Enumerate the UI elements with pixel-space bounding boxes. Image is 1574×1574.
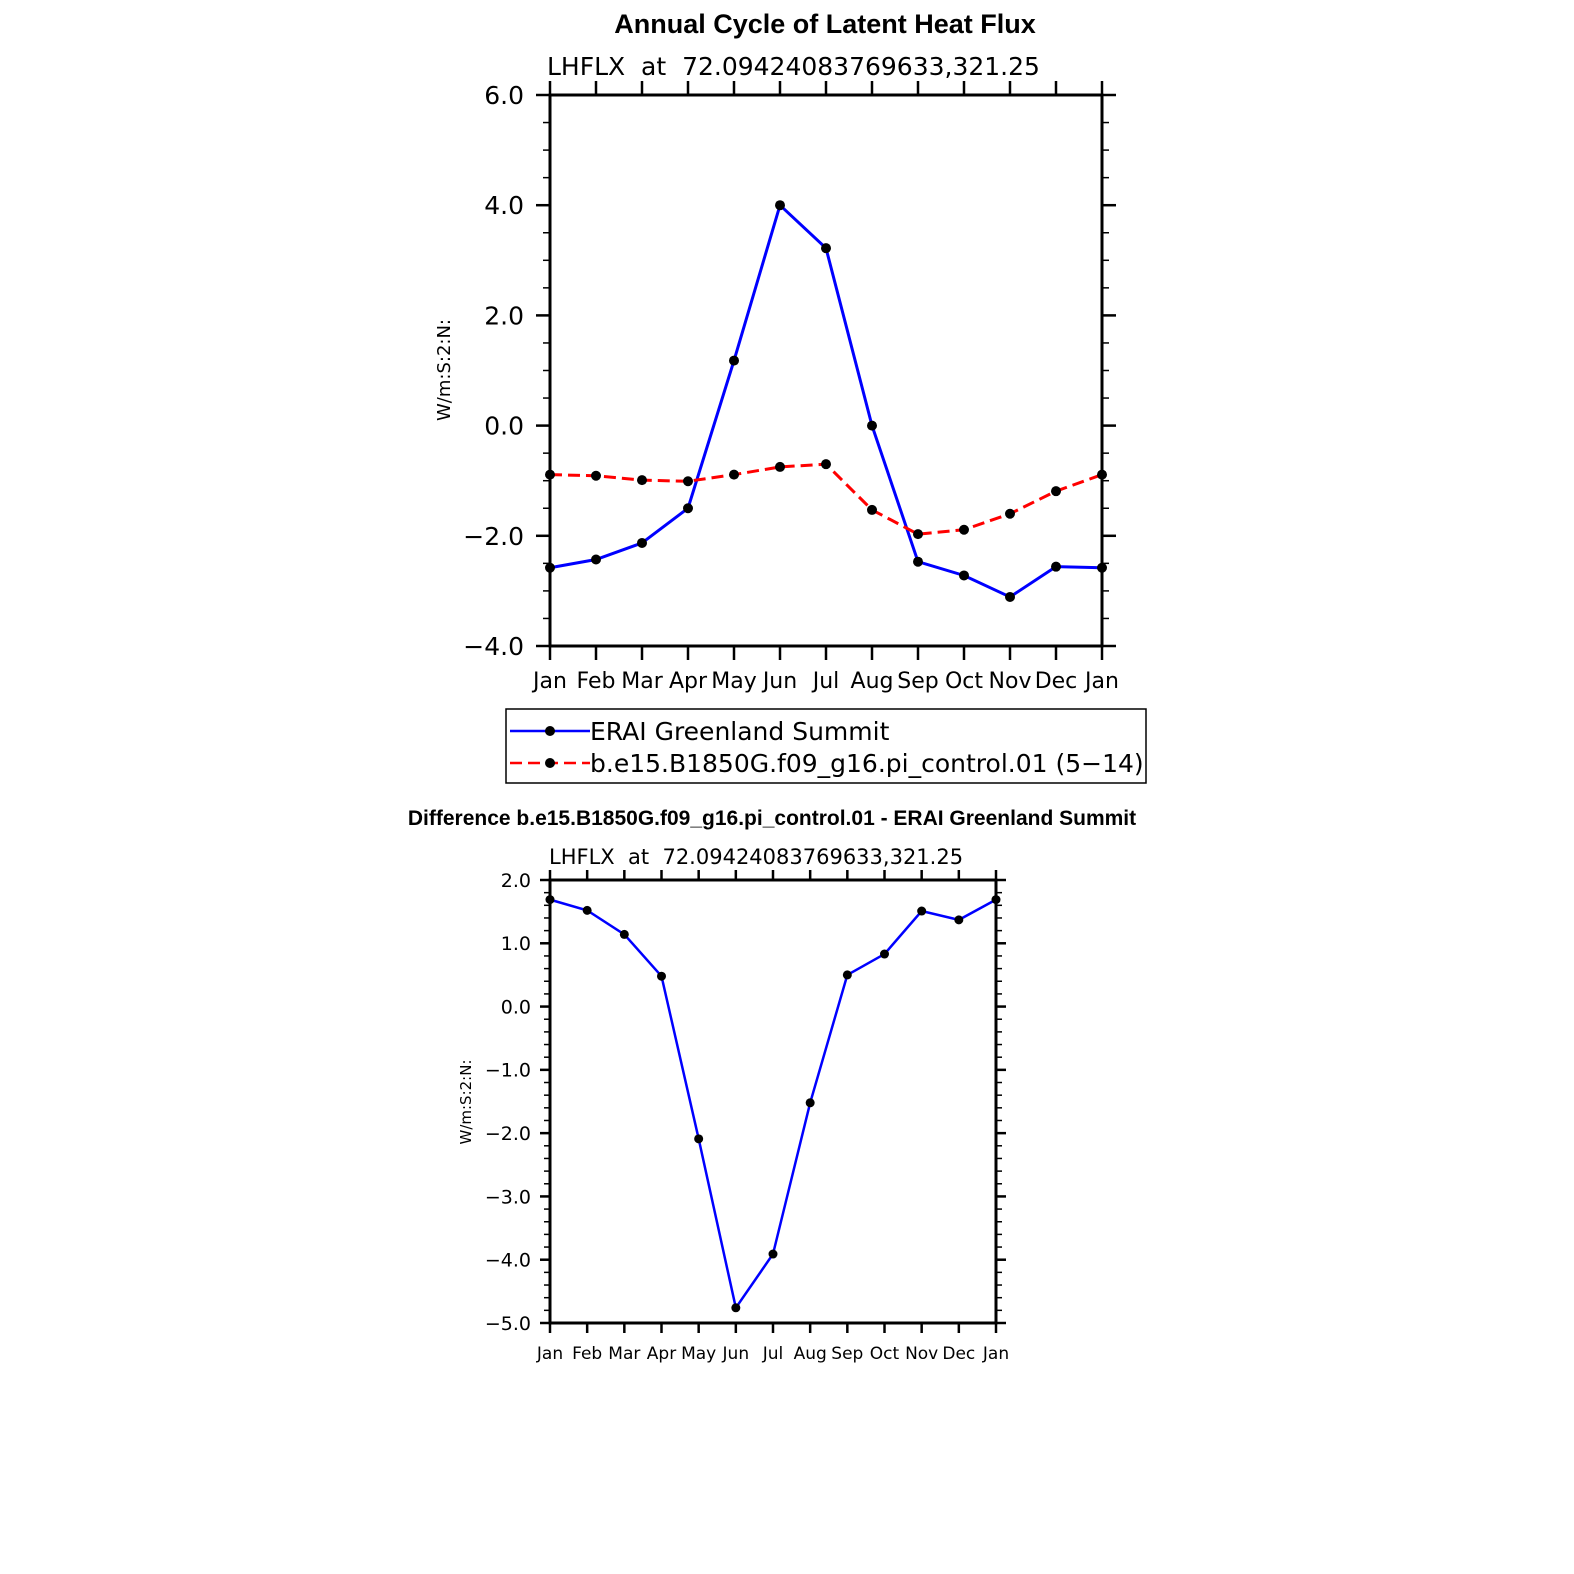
- chart1-plot-area: [545, 200, 1107, 602]
- chart1-frame: [550, 95, 1102, 646]
- data-point: [775, 462, 785, 472]
- chart1-subtitle: LHFLX at 72.09424083769633,321.25: [547, 52, 1040, 81]
- x-tick-label: May: [681, 1344, 717, 1364]
- x-tick-label: Jan: [982, 1344, 1010, 1364]
- data-point: [1005, 509, 1015, 519]
- x-tick-label: Mar: [608, 1344, 641, 1364]
- x-tick-label: Feb: [576, 669, 616, 694]
- x-tick-label: Jun: [722, 1344, 750, 1364]
- data-point: [821, 243, 831, 253]
- data-point: [620, 930, 629, 939]
- data-point: [583, 906, 592, 915]
- chart2-plot-area: [546, 895, 1001, 1312]
- data-point: [1051, 486, 1061, 496]
- x-tick-label: Aug: [793, 1344, 827, 1364]
- series-line-1: [550, 464, 1102, 534]
- x-tick-label: Dec: [1034, 669, 1078, 694]
- x-tick-label: May: [711, 669, 757, 694]
- data-point: [867, 421, 877, 431]
- y-tick-label: 2.0: [500, 869, 531, 892]
- x-tick-label: Jan: [533, 669, 567, 694]
- data-point: [1005, 592, 1015, 602]
- chart2-y-axis-label: W/m:S:2:N:: [457, 1059, 475, 1145]
- legend-entry-model: [510, 749, 1144, 778]
- data-point: [769, 1250, 778, 1259]
- x-tick-label: Aug: [850, 669, 894, 694]
- legend-label-erai: ERAI Greenland Summit: [590, 717, 890, 746]
- data-point: [775, 200, 785, 210]
- x-tick-label: Nov: [988, 669, 1032, 694]
- data-point: [729, 470, 739, 480]
- y-tick-label: 4.0: [484, 191, 524, 221]
- y-tick-label: −3.0: [484, 1186, 531, 1209]
- legend-marker-model: [545, 758, 555, 768]
- data-point: [683, 503, 693, 513]
- y-tick-label: −5.0: [484, 1312, 531, 1335]
- data-point: [959, 570, 969, 580]
- x-tick-label: Apr: [668, 669, 708, 694]
- x-tick-label: Oct: [944, 669, 984, 694]
- y-tick-label: −2.0: [484, 1122, 531, 1145]
- x-tick-label: Jan: [1085, 669, 1119, 694]
- data-point: [821, 459, 831, 469]
- y-tick-label: 0.0: [484, 411, 524, 441]
- x-tick-label: Feb: [572, 1344, 603, 1364]
- x-tick-label: Mar: [621, 669, 663, 694]
- x-tick-label: Jan: [536, 1344, 564, 1364]
- y-tick-label: 2.0: [484, 301, 524, 331]
- x-tick-label: Jul: [812, 669, 840, 694]
- x-tick-label: Jul: [762, 1344, 784, 1364]
- data-point: [683, 476, 693, 486]
- y-tick-label: 0.0: [500, 996, 531, 1019]
- data-point: [637, 475, 647, 485]
- y-tick-label: −1.0: [484, 1059, 531, 1082]
- y-tick-label: −2.0: [463, 521, 524, 551]
- data-point: [954, 915, 963, 924]
- x-tick-label: Nov: [905, 1344, 939, 1364]
- series-line-0: [550, 205, 1102, 597]
- y-tick-label: 6.0: [484, 81, 524, 110]
- legend-label-model: b.e15.B1850G.f09_g16.pi_control.01 (5−14): [590, 749, 1144, 778]
- y-tick-label: 1.0: [500, 933, 531, 956]
- x-tick-label: Apr: [646, 1344, 677, 1364]
- legend-marker-erai: [545, 726, 555, 736]
- chart1-title: Annual Cycle of Latent Heat Flux: [614, 9, 1036, 39]
- data-point: [959, 525, 969, 535]
- data-point: [637, 538, 647, 548]
- y-tick-label: −4.0: [463, 632, 524, 661]
- y-tick-label: −4.0: [484, 1249, 531, 1272]
- data-point: [880, 950, 889, 959]
- data-point: [731, 1303, 740, 1312]
- data-point: [591, 471, 601, 481]
- data-point: [1051, 562, 1061, 572]
- data-point: [913, 529, 923, 539]
- data-point: [657, 972, 666, 981]
- chart1-legend: [506, 709, 1146, 783]
- data-point: [867, 505, 877, 515]
- chart1-y-axis-label: W/m:S:2:N:: [434, 319, 455, 421]
- data-point: [591, 554, 601, 564]
- chart2-subtitle: LHFLX at 72.09424083769633,321.25: [549, 845, 964, 869]
- data-point: [806, 1098, 815, 1107]
- chart2-title: Difference b.e15.B1850G.f09_g16.pi_control.01 - ERAI Greenland Summit: [407, 807, 1137, 830]
- chart1-axes: [463, 81, 1119, 694]
- x-tick-label: Dec: [942, 1344, 976, 1364]
- difference-chart: [408, 807, 1136, 1364]
- x-tick-label: Sep: [897, 669, 939, 694]
- series-line-0: [550, 900, 996, 1308]
- data-point: [729, 356, 739, 366]
- data-point: [843, 970, 852, 979]
- x-tick-label: Sep: [831, 1344, 864, 1364]
- x-tick-label: Oct: [869, 1344, 900, 1364]
- x-tick-label: Jun: [762, 669, 798, 694]
- data-point: [694, 1134, 703, 1143]
- latent-heat-annual-cycle-chart: [434, 9, 1146, 783]
- data-point: [913, 557, 923, 567]
- data-point: [917, 907, 926, 916]
